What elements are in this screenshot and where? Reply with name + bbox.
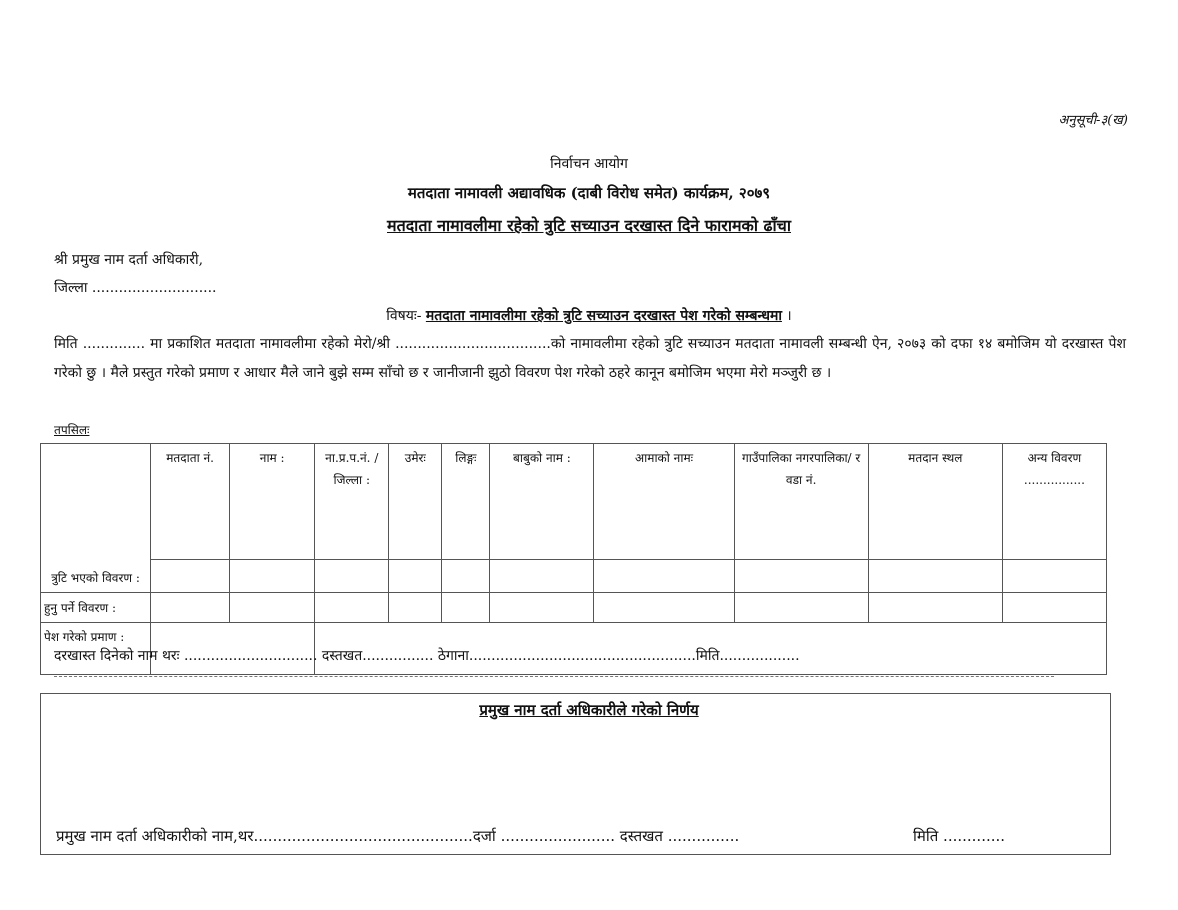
details-label: तपसिलः — [54, 423, 90, 437]
correct-cell[interactable] — [490, 593, 594, 623]
table-row — [41, 560, 1107, 593]
officer-date-line: मिति ............. — [913, 827, 1006, 845]
error-cell[interactable] — [315, 560, 389, 593]
error-cell[interactable] — [490, 560, 594, 593]
error-cell[interactable] — [389, 560, 442, 593]
application-body: मिति .............. मा प्रकाशित मतदाता नामावलीमा रहेको मेरो/श्री ...................................को नामावलीमा रहेको त्रुटि सच्याउन मतदाता नामावली सम्बन्धी ऐन, २०७३ को दफा १४ बमोजिम यो दरखास्त पेश गरेको छु । मैले प्रस्तुत गरेको प्रमाण र आधार मैले जाने बुझे सम्म साँचो छ र जानीजानी झुठो विवरण पेश गरेको ठहरे कानून बमोजिम भएमा मेरो मञ्जुरी छ । — [54, 336, 1126, 381]
subject-prefix: विषयः- — [386, 308, 426, 324]
header-polling-station: मतदान स्थल — [868, 444, 1002, 560]
error-cell[interactable] — [594, 560, 734, 593]
header-other-details: अन्य विवरण ................ — [1002, 444, 1106, 560]
cut-line-divider — [54, 676, 1054, 677]
header-age: उमेरः — [389, 444, 442, 560]
form-title: मतदाता नामावलीमा रहेको त्रुटि सच्याउन दरखास्त दिने फारामको ढाँचा — [387, 216, 791, 235]
header-municipality-ward: गाउँपालिका नगरपालिका/ र वडा नं. — [734, 444, 868, 560]
error-cell[interactable] — [1002, 560, 1106, 593]
row-label-error: त्रुटि भएको विवरण : — [41, 444, 151, 593]
subject-suffix: । — [781, 308, 792, 324]
annex-label: अनुसूची-३(ख) — [1058, 113, 1128, 128]
decision-title: प्रमुख नाम दर्ता अधिकारीले गरेको निर्णय — [479, 701, 699, 719]
table-row — [41, 444, 1107, 560]
addressee-line-1: श्री प्रमुख नाम दर्ता अधिकारी, — [54, 252, 204, 268]
subject-line — [0, 306, 1178, 325]
details-table — [40, 443, 1107, 675]
header-mother-name: आमाको नामः — [594, 444, 734, 560]
correct-cell[interactable] — [734, 593, 868, 623]
error-cell[interactable] — [442, 560, 490, 593]
correct-cell[interactable] — [868, 593, 1002, 623]
table-row — [41, 593, 1107, 623]
error-cell[interactable] — [230, 560, 315, 593]
header-name: नाम : — [230, 444, 315, 560]
error-cell[interactable] — [151, 560, 230, 593]
correct-cell[interactable] — [151, 593, 230, 623]
correct-cell[interactable] — [315, 593, 389, 623]
correct-cell[interactable] — [389, 593, 442, 623]
header-gender: लिङ्गः — [442, 444, 490, 560]
row-label-correct: हुनु पर्ने विवरण : — [41, 593, 151, 623]
program-title: मतदाता नामावली अद्यावधिक (दाबी विरोध समेत) कार्यक्रम, २०७९ — [407, 184, 771, 202]
header-citizenship: ना.प्र.प.नं. /जिल्ला : — [315, 444, 389, 560]
addressee-line-2: जिल्ला ............................ — [54, 280, 217, 296]
correct-cell[interactable] — [442, 593, 490, 623]
subject-text: मतदाता नामावलीमा रहेको त्रुटि सच्याउन दरखास्त पेश गरेको सम्बन्धमा — [425, 308, 782, 324]
header-father-name: बाबुको नाम : — [490, 444, 594, 560]
officer-signature-line: प्रमुख नाम दर्ता अधिकारीको नाम,थर..............................................दर्जा ........................ दस्तखत ............... — [56, 827, 740, 845]
correct-cell[interactable] — [594, 593, 734, 623]
applicant-signature-line: दरखास्त दिनेको नाम थरः .............................. दस्तखत................ ठेगाना...................................................मिति.................. — [54, 648, 800, 664]
correct-cell[interactable] — [1002, 593, 1106, 623]
row-label-proof: पेश गरेको प्रमाण : — [41, 623, 151, 675]
organization-name: निर्वाचन आयोग — [550, 156, 628, 172]
header-voter-number: मतदाता नं. — [151, 444, 230, 560]
correct-cell[interactable] — [230, 593, 315, 623]
error-cell[interactable] — [868, 560, 1002, 593]
error-cell[interactable] — [734, 560, 868, 593]
